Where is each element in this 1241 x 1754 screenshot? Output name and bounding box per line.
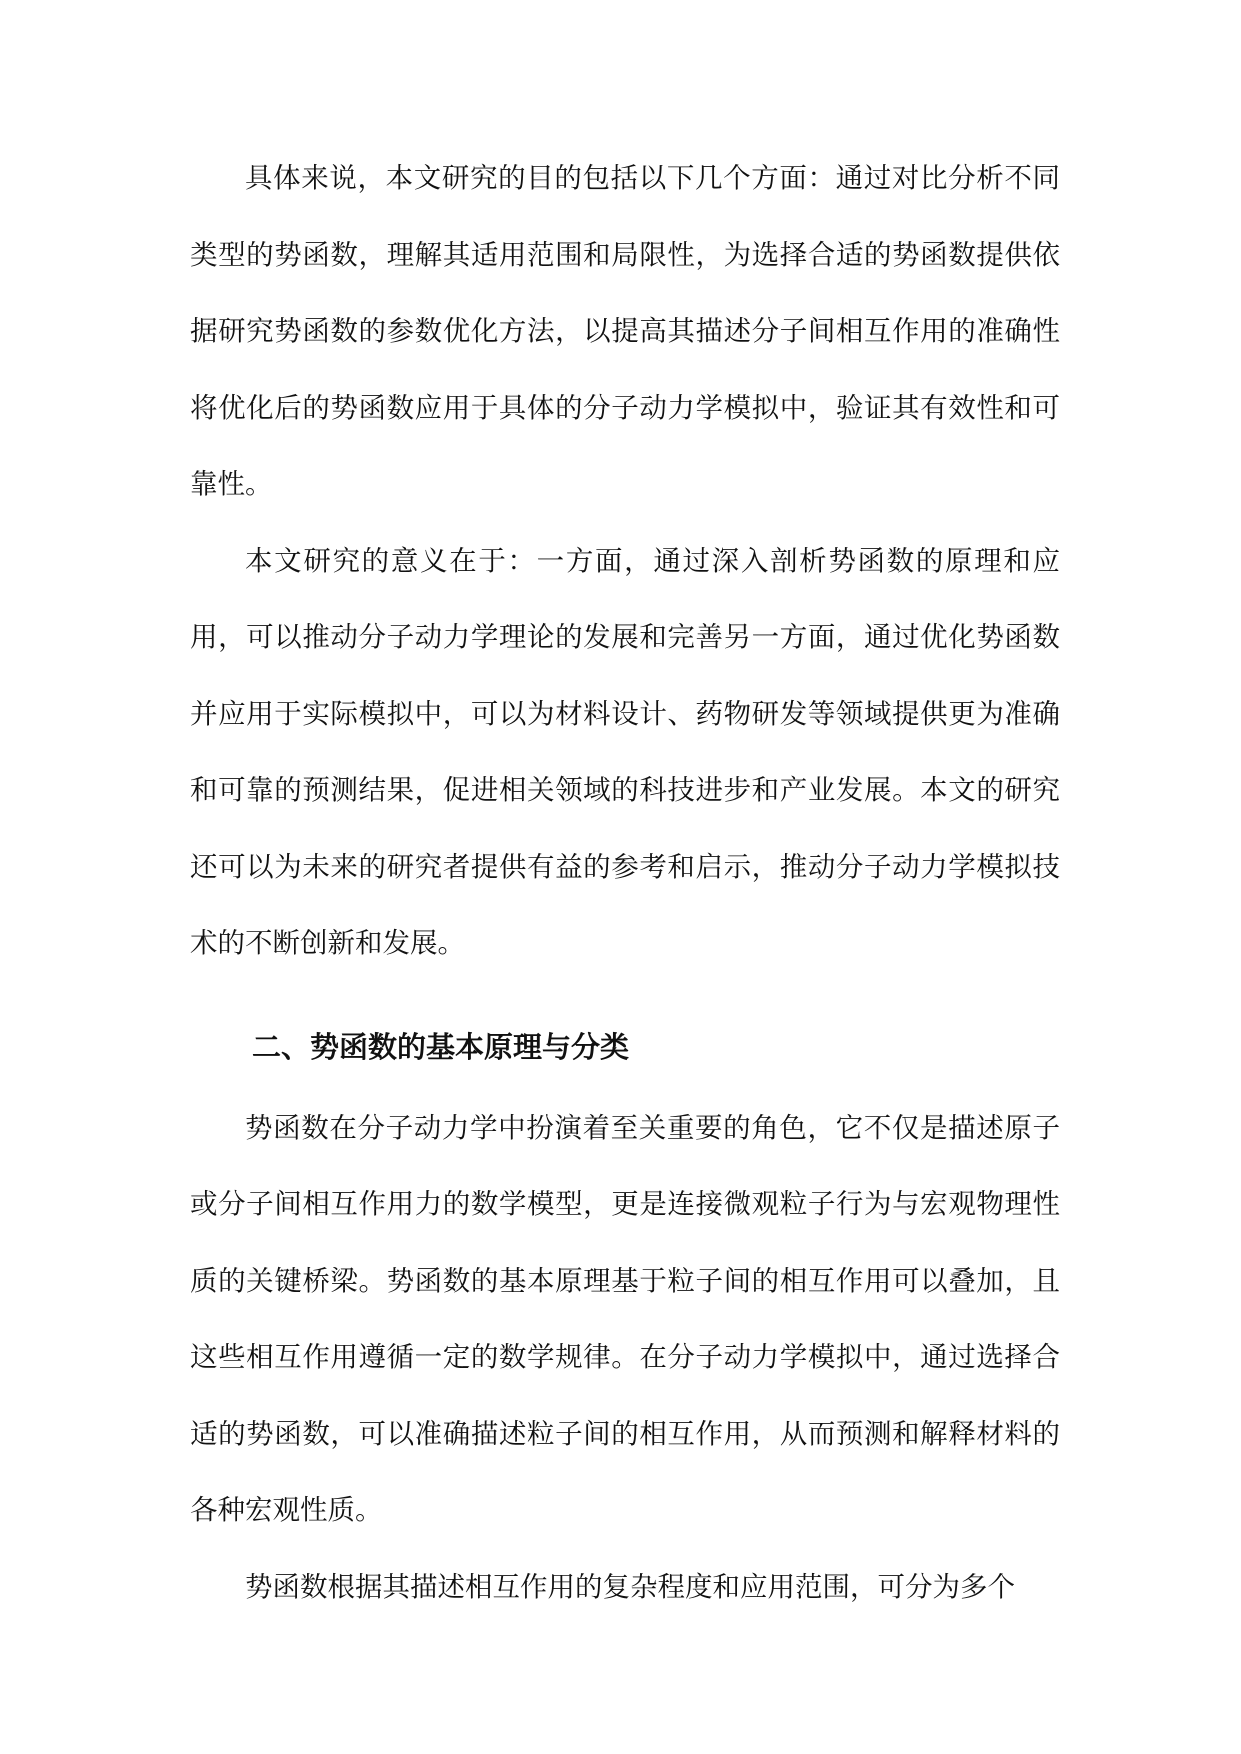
paragraph-potential-classification: 势函数根据其描述相互作用的复杂程度和应用范围，可分为多个 bbox=[245, 1570, 1015, 1603]
paragraph-potential-principle: 势函数在分子动力学中扮演着至关重要的角色，它不仅是描述原子或分子间相互作用力的数学模型，更是连接微观粒子行为与宏观物理性质的关键桥梁。势函数的基本原理基于粒子间的相互作用可以叠加，且这些相互作用遵循一定的数学规律。在分子动力学模拟中，通过选择合适的势函数，可以准确描述粒子间的相互作用，从而预测和解释材料的各种宏观性质。 bbox=[190, 1111, 1060, 1526]
paragraph-research-significance: 本文研究的意义在于：一方面，通过深入剖析势函数的原理和应用，可以推动分子动力学理论的发展和完善另一方面，通过优化势函数并应用于实际模拟中，可以为材料设计、药物研发等领域提供更为准确和可靠的预测结果，促进相关领域的科技进步和产业发展。本文的研究还可以为未来的研究者提供有益的参考和启示，推动分子动力学模拟技术的不断创新和发展。 bbox=[190, 544, 1060, 959]
section-heading: 二、势函数的基本原理与分类 bbox=[252, 1029, 630, 1064]
paragraph-research-purpose: 具体来说，本文研究的目的包括以下几个方面：通过对比分析不同类型的势函数，理解其适用范围和局限性，为选择合适的势函数提供依据研究势函数的参数优化方法，以提高其描述分子间相互作用的准确性将优化后的势函数应用于具体的分子动力学模拟中，验证其有效性和可靠性。 bbox=[190, 162, 1060, 500]
document-body bbox=[190, 140, 1060, 1625]
